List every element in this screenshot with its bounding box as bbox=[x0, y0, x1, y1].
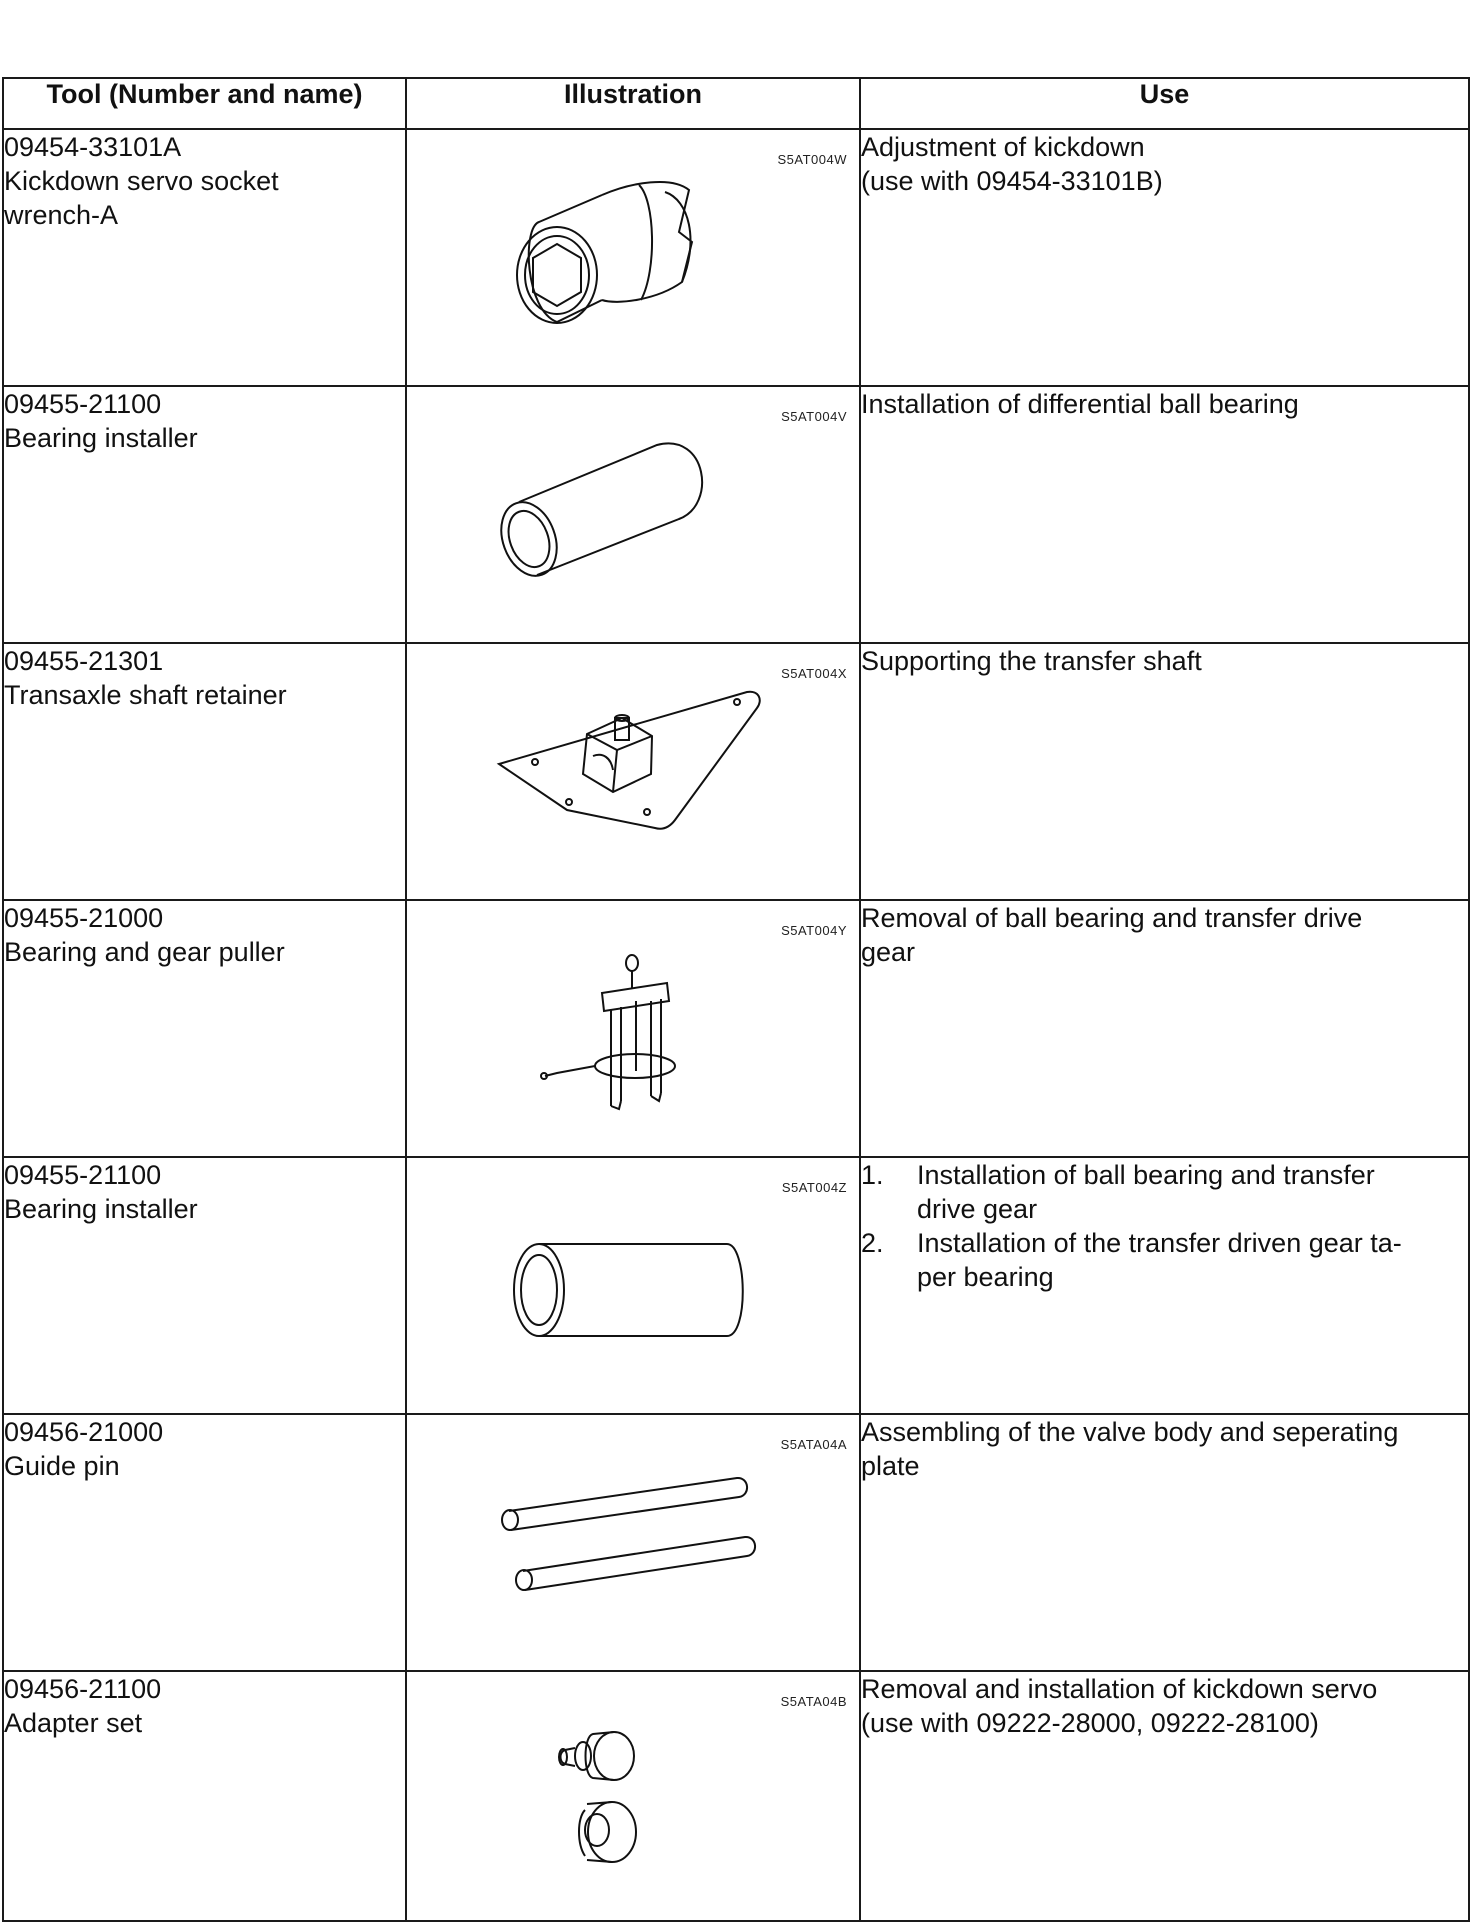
figure-code: S5AT004Z bbox=[781, 1180, 847, 1195]
use-line: Adjustment of kickdown bbox=[861, 132, 1145, 162]
use-line: (use with 09454-33101B) bbox=[861, 166, 1163, 196]
tool-number: 09456-21000 bbox=[4, 1417, 164, 1447]
illustration-cell bbox=[406, 1671, 860, 1921]
table-row bbox=[3, 386, 1469, 643]
list-item bbox=[861, 1226, 1468, 1294]
header-illustration: Illustration bbox=[406, 78, 860, 129]
tool-name-line: Kickdown servo socket bbox=[4, 166, 279, 196]
header-use: Use bbox=[860, 78, 1469, 129]
use-line: per bearing bbox=[917, 1262, 1054, 1292]
bearing-installer-icon bbox=[407, 387, 857, 642]
use-line: (use with 09222-28000, 09222-28100) bbox=[861, 1708, 1319, 1738]
use-line: gear bbox=[861, 937, 916, 967]
table-row bbox=[3, 1157, 1469, 1414]
table-header-row bbox=[3, 78, 1469, 129]
use-line: Installation of the transfer driven gear ta- bbox=[917, 1228, 1402, 1258]
tool-name-line: Bearing installer bbox=[4, 1194, 198, 1224]
figure-code: S5AT004X bbox=[781, 666, 847, 681]
use-cell bbox=[860, 1671, 1469, 1921]
table-row bbox=[3, 129, 1469, 386]
tool-number: 09455-21100 bbox=[4, 1160, 162, 1190]
list-item-number: 1. bbox=[861, 1160, 884, 1190]
illustration-cell bbox=[406, 386, 860, 643]
socket-wrench-icon bbox=[407, 130, 857, 385]
use-cell bbox=[860, 386, 1469, 643]
tool-name-line: Adapter set bbox=[4, 1708, 143, 1738]
list-item-number: 2. bbox=[861, 1228, 884, 1258]
tool-name-line: Bearing and gear puller bbox=[4, 937, 285, 967]
list-item bbox=[861, 1158, 1468, 1226]
use-numbered-list bbox=[861, 1158, 1468, 1294]
use-line: Installation of differential ball bearing bbox=[861, 389, 1299, 419]
tool-number: 09455-21301 bbox=[4, 646, 164, 676]
use-line: Assembling of the valve body and seperating bbox=[861, 1417, 1399, 1447]
shaft-retainer-icon bbox=[407, 644, 857, 899]
figure-code: S5ATA04A bbox=[780, 1437, 847, 1452]
figure-code: S5AT004Y bbox=[781, 923, 847, 938]
tool-name-line: Guide pin bbox=[4, 1451, 120, 1481]
guide-pin-icon bbox=[407, 1415, 857, 1670]
tool-name-line: Transaxle shaft retainer bbox=[4, 680, 287, 710]
use-cell bbox=[860, 1157, 1469, 1414]
illustration-cell bbox=[406, 643, 860, 900]
use-cell bbox=[860, 643, 1469, 900]
use-cell bbox=[860, 1414, 1469, 1671]
tool-name-line: Bearing installer bbox=[4, 423, 198, 453]
use-cell bbox=[860, 900, 1469, 1157]
use-line: Supporting the transfer shaft bbox=[861, 646, 1202, 676]
figure-code: S5AT004V bbox=[781, 409, 847, 424]
table-row bbox=[3, 1414, 1469, 1671]
tool-cell bbox=[3, 643, 406, 900]
illustration-cell bbox=[406, 1414, 860, 1671]
use-line: Removal of ball bearing and transfer drive bbox=[861, 903, 1363, 933]
tool-number: 09455-21000 bbox=[4, 903, 164, 933]
gear-puller-icon bbox=[407, 901, 857, 1156]
tool-cell bbox=[3, 1414, 406, 1671]
tool-cell bbox=[3, 1157, 406, 1414]
use-line: drive gear bbox=[917, 1194, 1038, 1224]
use-line: plate bbox=[861, 1451, 920, 1481]
tool-cell bbox=[3, 1671, 406, 1921]
figure-code: S5ATA04B bbox=[780, 1694, 847, 1709]
illustration-cell bbox=[406, 129, 860, 386]
adapter-set-icon bbox=[407, 1672, 857, 1922]
tool-name-line: wrench-A bbox=[4, 200, 119, 230]
tool-number: 09454-33101A bbox=[4, 132, 182, 162]
tool-cell bbox=[3, 129, 406, 386]
illustration-cell bbox=[406, 1157, 860, 1414]
use-line: Installation of ball bearing and transfer bbox=[917, 1160, 1375, 1190]
bearing-installer-icon bbox=[407, 1158, 857, 1413]
tool-cell bbox=[3, 900, 406, 1157]
header-tool: Tool (Number and name) bbox=[3, 78, 406, 129]
tool-cell bbox=[3, 386, 406, 643]
figure-code: S5AT004W bbox=[777, 152, 847, 167]
tool-number: 09456-21100 bbox=[4, 1674, 162, 1704]
special-tools-table bbox=[2, 77, 1470, 1922]
table-row bbox=[3, 900, 1469, 1157]
tool-number: 09455-21100 bbox=[4, 389, 162, 419]
use-line: Removal and installation of kickdown servo bbox=[861, 1674, 1378, 1704]
illustration-cell bbox=[406, 900, 860, 1157]
table-row bbox=[3, 643, 1469, 900]
table-row bbox=[3, 1671, 1469, 1921]
use-cell bbox=[860, 129, 1469, 386]
